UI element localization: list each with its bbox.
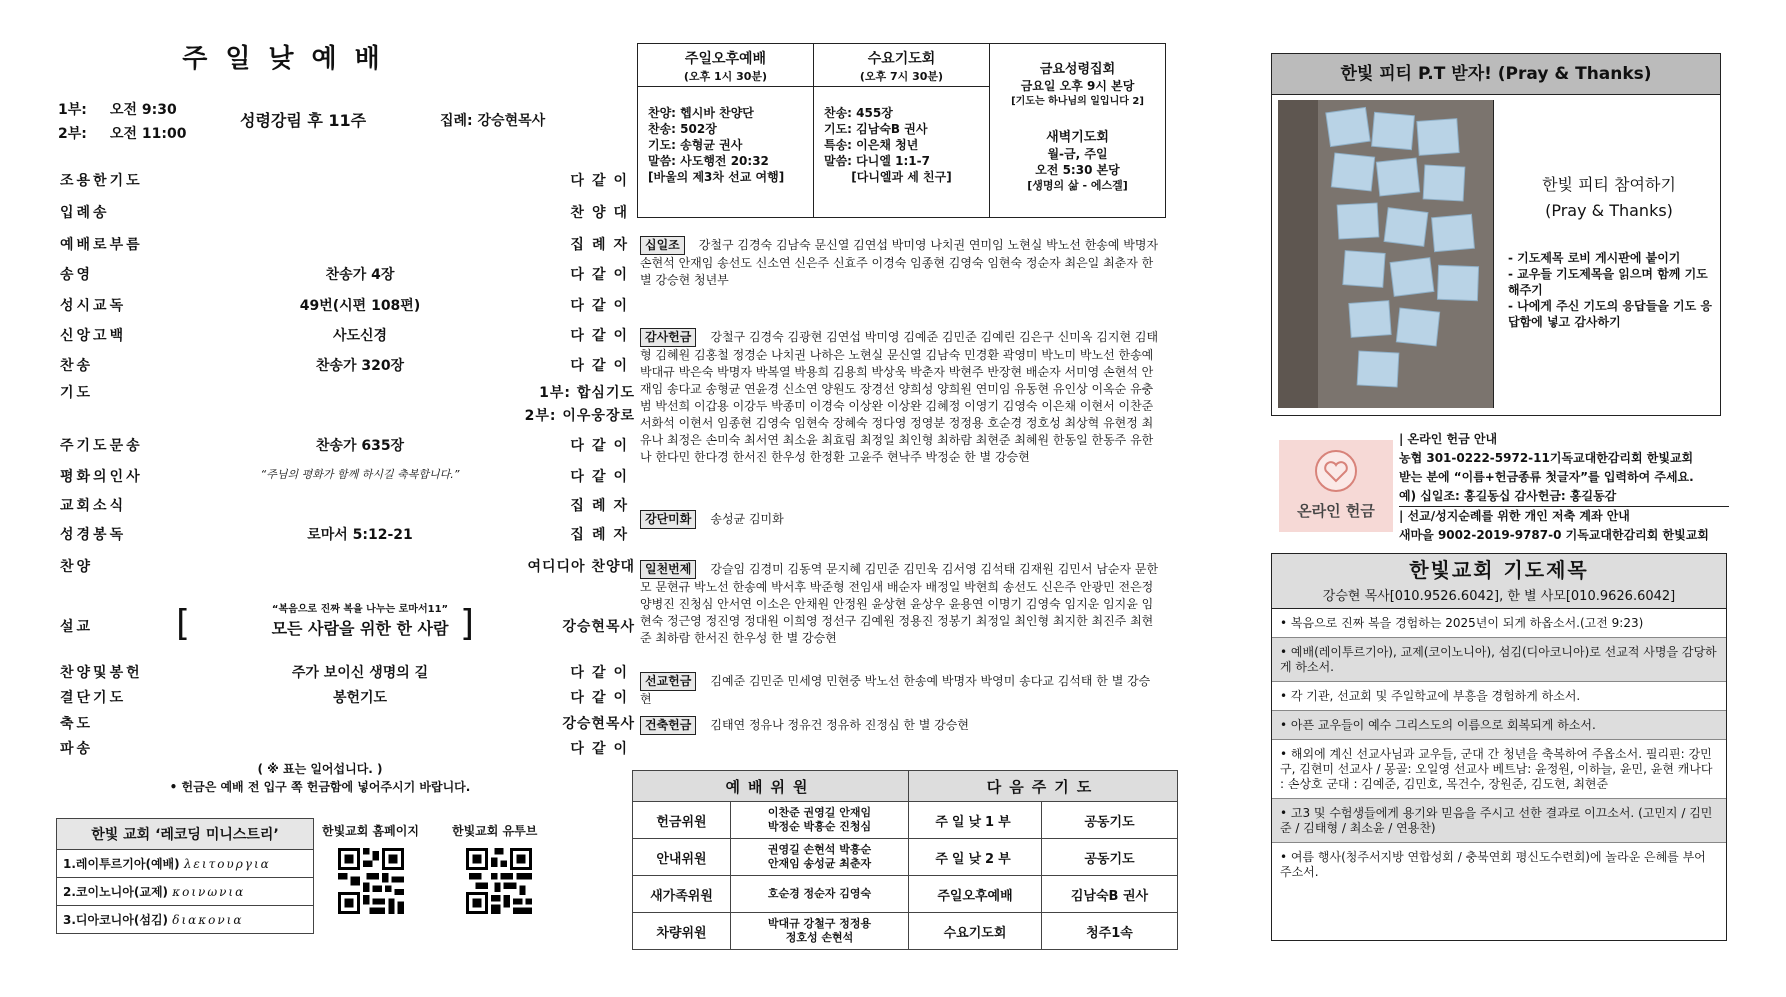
order-lead: 집례자	[570, 527, 635, 543]
heart-coin-icon	[1306, 446, 1366, 496]
order-row	[60, 435, 635, 461]
order-row	[60, 325, 635, 351]
meeting-line: 찬송: 455장	[824, 106, 893, 120]
meeting-title: 새벽기도회	[1046, 130, 1109, 145]
order-lead: 집례자	[570, 237, 635, 253]
offering-tag: 건축헌금	[640, 716, 696, 735]
prayer-item: • 여름 행사(청주서지방 연합성회 / 충북연회 평신도수련회)에 놀라운 은혜를 부어 주소서.	[1280, 850, 1706, 879]
order-name: 결단기도	[60, 690, 127, 706]
committee-row: 새가족위원 호순경 정순자 김영숙 주일오후예배 김남숙B 권사	[633, 876, 1178, 913]
order-lead: 2부: 이우웅장로	[524, 408, 635, 424]
order-lead: 다같이	[570, 358, 635, 374]
meeting-line: 특송: 이은채 청년	[824, 138, 919, 152]
order-name: 찬양및봉헌	[60, 665, 143, 681]
order-content: 찬송가 320장	[315, 358, 405, 374]
sermon-title: 모든 사람을 위한 한 사람	[271, 619, 449, 638]
prayer-topics-box	[1271, 553, 1727, 941]
order-row	[60, 524, 635, 550]
order-lead: 다같이	[570, 267, 635, 283]
order-content: 찬송가 635장	[315, 438, 405, 454]
order-content: “주님의 평화가 함께 하시길 축복합니다.”	[260, 468, 460, 481]
order-content: 봉헌기도	[332, 690, 388, 706]
order-name: 교회소식	[60, 498, 127, 514]
order-name: 찬송	[60, 358, 94, 374]
order-content: 주가 보이신 생명의 길	[291, 665, 429, 681]
meeting-line: [다니엘과 세 친구]	[851, 170, 952, 184]
prayer-board-photo	[1278, 100, 1494, 408]
order-name: 조용한기도	[60, 173, 143, 189]
sermon-bracket-close: ]	[460, 603, 475, 644]
prayer-topics-title: 한빛교회 기도제목	[1272, 554, 1726, 586]
order-content: 49번(시편 108편)	[299, 298, 421, 314]
order-name: 신앙고백	[60, 328, 127, 344]
order-row	[60, 466, 635, 492]
offering-names: 강철구 김경숙 김남숙 문신열 김연섭 박미영 나치권 연미임 노현실 박노선 한송예 박명자 손현석 안재임 송선도 신소연 신은주 신효주 이경숙 임종현 김영숙 임현숙 정순자 최은일 최춘자 한 별 강승현 청년부	[640, 238, 1159, 287]
order-lead: 다같이	[570, 298, 635, 314]
order-lead: 다같이	[570, 173, 635, 189]
friday-dawn-meetings	[990, 44, 1165, 217]
offering-names: 김예준 김민준 민세영 민현중 박노선 한송예 박명자 박영미 송다교 김석태 한 별 강승현	[640, 674, 1151, 706]
meeting-line: [생명의 삶 - 에스겔]	[1027, 179, 1128, 192]
online-offering-logo: 온라인 헌금	[1279, 440, 1393, 532]
order-name: 평화의인사	[60, 469, 143, 485]
order-content: 로마서 5:12-21	[307, 527, 413, 543]
order-name: 설교	[60, 619, 94, 635]
meeting-line: 금요일 오후 9시 본당	[1020, 79, 1135, 93]
offering-names: 송성균 김미화	[710, 512, 784, 526]
order-lead: 여디디아 찬양대	[527, 559, 635, 575]
recording-item: 2.코이노니아(교제) κοινωνια	[57, 878, 314, 906]
pt-step: - 교우들 기도제목을 읽으며 함께 기도해주기	[1508, 267, 1708, 297]
qr-home-label: 한빛교회 홈페이지	[322, 824, 419, 838]
qr-youtube-label: 한빛교회 유투브	[452, 824, 538, 838]
order-name: 찬양	[60, 559, 94, 575]
prayer-item: • 복음으로 진짜 복을 경험하는 2025년이 되게 하옵소서.(고전 9:23)	[1272, 609, 1726, 638]
meeting-line: [기도는 하나님의 일입니다 2]	[1011, 96, 1144, 107]
service-title: 주일낮예배	[182, 44, 398, 74]
offering-group	[640, 236, 1160, 289]
weekly-meetings	[637, 43, 1166, 218]
meeting-line: 월-금, 주일	[1047, 147, 1108, 161]
order-row	[60, 687, 635, 713]
offering-tag: 선교헌금	[640, 672, 696, 691]
service-part-2: 2부:	[58, 126, 87, 142]
online-offering-box	[1279, 430, 1723, 542]
liturgical-week: 성령강림 후 11주	[240, 111, 367, 130]
offering-tag: 일천번제	[640, 560, 696, 579]
order-name: 성시교독	[60, 298, 127, 314]
meeting-title: 수요기도회	[867, 51, 936, 67]
offering-tag: 강단미화	[640, 510, 696, 529]
service-time-1: 오전 9:30	[110, 102, 177, 118]
sermon-series: “복음으로 진짜 복을 나누는 로마서11”	[271, 604, 449, 615]
order-name: 송영	[60, 267, 94, 283]
order-lead: 1부: 합심기도	[539, 385, 635, 401]
service-part-1: 1부:	[58, 102, 87, 118]
order-row	[60, 556, 635, 582]
meeting-time: (오후 7시 30분)	[859, 70, 944, 83]
meeting-line: 찬양: 헵시바 찬양단	[648, 106, 754, 120]
order-lead: 집례자	[570, 498, 635, 514]
prayer-item: • 각 기관, 선교회 및 주일학교에 부흥을 경험하게 하소서.	[1272, 682, 1726, 711]
order-lead: 다같이	[570, 469, 635, 485]
order-content: 사도신경	[332, 328, 388, 344]
offering-group	[640, 510, 1160, 529]
order-lead: 다같이	[570, 328, 635, 344]
offering-note: • 헌금은 예배 전 입구 쪽 헌금함에 넣어주시기 바랍니다.	[169, 780, 471, 794]
offering-group	[640, 328, 1160, 466]
order-name: 기도	[60, 385, 94, 401]
order-lead: 다같이	[570, 690, 635, 706]
recording-title: 한빛 교회 ‘레코딩 미니스트리’	[57, 819, 314, 850]
youtube-qr-code[interactable]	[466, 848, 532, 914]
committee-row: 헌금위원 이찬준 권영길 안재임 박정순 박흥순 진청심 주일낮1부 공동기도	[633, 802, 1178, 839]
recording-ministry-table	[56, 818, 314, 934]
pastor-contact: 강승현 목사[010.9526.6042], 한 별 사모[010.9626.6042]	[1272, 586, 1726, 609]
meeting-line: 말씀: 사도행전 20:32	[648, 154, 769, 168]
order-row	[60, 405, 635, 431]
meeting-line: 기도: 김남숙B 권사	[824, 122, 928, 136]
recording-item: 3.디아코니아(섬김) διακονια	[57, 906, 314, 934]
order-content: 찬송가 4장	[325, 267, 395, 283]
order-name: 입례송	[60, 205, 110, 221]
meeting-line: [바울의 제3차 선교 여행]	[648, 170, 785, 184]
service-times	[58, 98, 187, 146]
order-row	[60, 264, 635, 290]
pray-thanks-box	[1271, 53, 1721, 416]
committee-row: 차량위원 박대규 강철구 정정용 정호성 손현석 수요기도회 청주1속	[633, 913, 1178, 950]
order-name: 축도	[60, 716, 94, 732]
offering-tag: 십일조	[640, 236, 685, 255]
offering-names: 강철구 김경숙 김광현 김연섭 박미영 김예준 김민준 김예린 김은구 신미옥 김지현 김태형 김혜원 김홍철 정경순 나치권 나하은 노현실 문신열 김남숙 민경환 곽영미 박노미 박노선 한송예 박대규 박은숙 박명자 박복열 박용희 김용희 박상욱 박춘자 박현주 반장현 배순자 서미영 손현석 안재임 송다교 송형균 연윤경 신소연 양원도 장경선 양희성 양희원 연미임 유동현 유인상 이옥순 유충범 박선희 이갑용 이강두 박종미 이경숙 이상완 이상완 김혜정 이영기 김영숙 이은채 이현서 이찬준 서화석 이현서 임종현 김영숙 임현숙 장혜숙 정다영 정영분 정정용 호순경 정호성 최상혁 유현정 최유나 최정은 손미숙 최서연 최소윤 최효림 최정일 최인형 최하람 최현준 최혜원 한동일 한동주 유한나 한다민 한다경 한서진 한우성 한정환 고윤주 현낙주 박정순 한 별 강승현	[640, 330, 1159, 464]
meeting-line: 말씀: 다니엘 1:1-7	[824, 154, 930, 168]
pray-thanks-title: 한빛 피티 참여하기 (Pray & Thanks)	[1542, 175, 1676, 220]
service-time-2: 오전 11:00	[110, 126, 187, 142]
order-row	[60, 738, 635, 758]
offering-names: 김태연 정유나 정유건 정유하 진정심 한 별 강승현	[710, 718, 969, 732]
offering-group	[640, 716, 1160, 735]
pt-step: - 기도제목 로비 게시판에 붙이기	[1508, 251, 1681, 265]
order-name: 주기도문송	[60, 438, 143, 454]
meeting-time: (오후 1시 30분)	[683, 70, 768, 83]
order-row	[60, 355, 635, 381]
meeting-line: 찬송: 502장	[648, 122, 717, 136]
sunday-afternoon-service	[638, 44, 814, 217]
order-name: 성경봉독	[60, 527, 127, 543]
prayer-item: • 아픈 교우들이 예수 그리스도의 이름으로 회복되게 하소서.	[1272, 711, 1726, 740]
meeting-title: 주일오후예배	[684, 51, 767, 67]
online-offering-info: | 온라인 헌금 안내 농협 301-0222-5972-11기독교대한감리회 한빛교회 받는 분에 “이름+헌금종류 첫글자”를 입력하여 주세요. 예) 십일조: 홍길동십 감사헌금: 홍길동감 | 선교/성지순례를 위한 개인 저축 계좌 안내 새마을 9002-2019-9787-0 기독교대한감리회 한빛교회	[1399, 430, 1729, 545]
pray-thanks-steps	[1508, 250, 1716, 330]
offering-names: 강슬임 김경미 김동역 문지혜 김민준 김민욱 김서영 김석태 김재원 김민서 남순자 문한모 문현규 박노선 한송예 박서후 박준형 전임새 배순자 배정일 박현희 송선도 신은주 안광민 전은정 양병진 진청심 안서연 이소은 안채원 안정원 윤상현 윤상우 윤용연 이명기 김영숙 임지운 임지윤 임현숙 정근영 정진영 정대원 이희영 정선구 김예원 정용진 정봉기 최정일 최인형 최지한 최진주 최현준 최하람 한서진 한우성 한 별 강승현	[640, 562, 1159, 645]
offering-tag: 감사헌금	[640, 328, 696, 347]
committee-row: 안내위원 권영길 손현석 박흥순 안재임 송성균 최춘자 주일낮2부 공동기도	[633, 839, 1178, 876]
prayer-item: • 해외에 계신 선교사님과 교우들, 군대 간 청년을 축복하여 주옵소서. 필리핀: 강민구, 김현미 선교사 / 몽골: 오일영 선교사 베트남: 윤정원, 이하늘, 윤민, 윤현 캐나다 : 손상호 군대 : 김예준, 김민호, 목건수, 장원준, 김도현, 최현준	[1272, 740, 1726, 799]
standing-note: ( ※ 표는 일어섭니다. )	[257, 762, 383, 776]
homepage-qr-code[interactable]	[338, 848, 404, 914]
order-lead: 강승현목사	[562, 619, 635, 635]
order-lead: 찬양대	[570, 205, 635, 221]
order-row-sermon	[60, 604, 635, 648]
order-row	[60, 295, 635, 321]
order-lead: 다같이	[570, 741, 635, 757]
order-lead: 강승현목사	[562, 716, 635, 732]
order-row	[60, 713, 635, 739]
service-leader: 집례: 강승현목사	[440, 113, 546, 129]
pt-step: - 나에게 주신 기도의 응답들을 기도 응답함에 넣고 감사하기	[1508, 299, 1712, 329]
order-row	[60, 170, 635, 196]
recording-item: 1.레이투르기아(예배) λειτουργια	[57, 850, 314, 878]
order-row	[60, 662, 635, 688]
order-row	[60, 202, 635, 228]
committee-header: 예배위원	[633, 771, 909, 802]
meeting-line: 오전 5:30 본당	[1035, 163, 1120, 177]
meeting-title: 금요성령집회	[1039, 62, 1116, 77]
committee-table	[632, 770, 1178, 950]
next-prayer-header: 다음주기도	[909, 771, 1178, 802]
offering-group	[640, 560, 1160, 647]
wednesday-prayer-meeting	[814, 44, 990, 217]
prayer-item: • 예배(레이투르기아), 교제(코이노니아), 섬김(디아코니아)로 선교적 사명을 감당하게 하소서.	[1272, 638, 1726, 682]
sermon-bracket-open: [	[176, 603, 191, 644]
offering-group	[640, 672, 1160, 708]
order-row	[60, 495, 635, 521]
order-name: 예배로부름	[60, 237, 143, 253]
pray-thanks-header: 한빛 피티 P.T 받자! (Pray & Thanks)	[1272, 54, 1720, 95]
order-name: 파송	[60, 741, 94, 757]
order-row	[60, 234, 635, 260]
order-lead: 다같이	[570, 665, 635, 681]
meeting-line: 기도: 송형균 권사	[648, 138, 743, 152]
prayer-item: • 고3 및 수험생들에게 용기와 믿음을 주시고 선한 결과로 이끄소서. (고민지 / 김민준 / 김태형 / 최소윤 / 연용찬)	[1272, 799, 1726, 843]
order-lead: 다같이	[570, 438, 635, 454]
